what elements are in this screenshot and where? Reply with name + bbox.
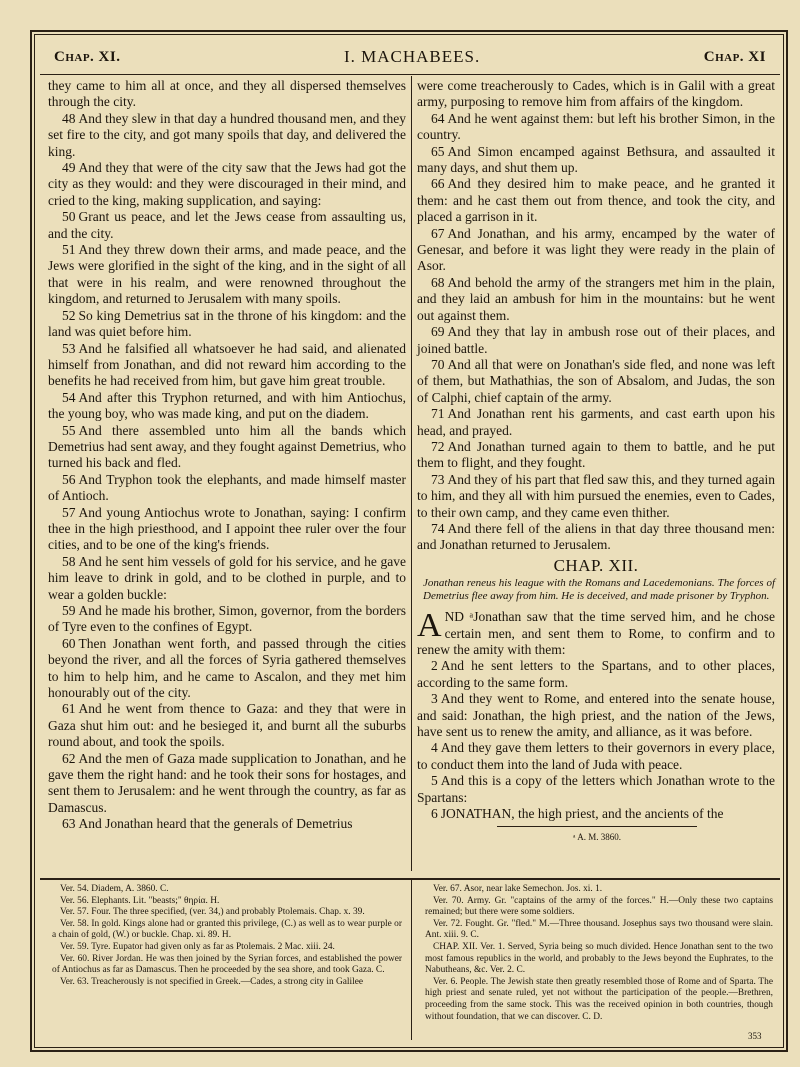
verse-number: 3 <box>431 691 438 707</box>
verse-text: Grant us peace, and let the Jews cease from assaulting us, and the city. <box>48 209 406 241</box>
verse <box>417 144 775 177</box>
verse <box>417 472 775 521</box>
verse-number: 50 <box>62 209 76 225</box>
drop-cap: A <box>417 607 442 645</box>
verse-number: 2 <box>431 658 438 674</box>
verse-number: 63 <box>62 816 76 832</box>
verse-text: And Tryphon took the elephants, and made himself master of Antioch. <box>48 471 406 504</box>
verse-text: JONATHAN, the high priest, and the ancients of the <box>440 806 724 822</box>
verse-1-text: ND ᵃJonathan saw that the time served him, and he chose certain men, and sent them to Rome, to confirm and to renew the amity with them: <box>417 609 775 657</box>
verse <box>417 740 775 773</box>
verse-number: 68 <box>431 274 445 290</box>
verse-text: And they went to Rome, and entered into the senate house, and said: Jonathan, the high priest, and the nation of the Jews, have sent us to renew the amity, and alliance, as it was before. <box>417 691 775 740</box>
verse-text: Then Jonathan went forth, and passed through the cities beyond the river, and all the forces of Syria gathered themselves to him to help him, and he came to Ascalon, and they met him honourably out of the city. <box>48 635 406 701</box>
verse-text: And he made his brother, Simon, governor, from the borders of Tyre even to the confines of Egypt. <box>48 603 406 635</box>
commentary-left <box>52 884 402 988</box>
verse-number: 4 <box>431 740 438 756</box>
verse <box>417 324 775 357</box>
commentary-right <box>425 884 773 1023</box>
verse-number: 66 <box>431 176 445 192</box>
verse-number: 69 <box>431 324 445 340</box>
verse <box>417 806 775 822</box>
chapter-label-right: Chap. XI <box>703 48 766 65</box>
verse <box>417 439 775 472</box>
verse-text: And Jonathan, and his army, encamped by the water of Genesar, and before it was light they were ready in the plain of Asor. <box>417 225 775 274</box>
commentary-note: Ver. 6. People. The Jewish state then greatly resembled those of Rome and of Sparta. The high priest and senate ruled, yet not without the participation of the people.—Brethren, proceeding from the same stock. This was the received opinion in both countries, though without foundation, that we can discover. C. D. <box>425 976 773 1022</box>
verse-number: 65 <box>431 143 445 159</box>
verse <box>48 472 406 505</box>
verse <box>48 160 406 209</box>
verse-number: 72 <box>431 438 445 454</box>
verse-number: 55 <box>62 422 76 438</box>
verse-number: 67 <box>431 225 445 241</box>
verse-number: 6 <box>431 806 438 822</box>
chapter-summary: Jonathan reneus his league with the Romans and Lacedemonians. The forces of Demetrius flee away from him. He is deceived, and made prisoner by Tryphon. <box>423 577 775 603</box>
verse <box>417 658 775 691</box>
verse <box>417 357 775 406</box>
commentary-note: Ver. 54. Diadem, A. 3860. C. <box>60 884 169 894</box>
footnote-date: ᵃ A. M. 3860. <box>497 826 697 845</box>
verse-number: 61 <box>62 701 76 717</box>
commentary-note: Ver. 57. Four. The three specified, (ver. 34,) and probably Ptolemais. Chap. x. 39. <box>60 907 365 918</box>
verse <box>48 636 406 702</box>
verse-number: 74 <box>431 520 445 536</box>
verse-text: And young Antiochus wrote to Jonathan, saying: I confirm thee in the high priesthood, and I appoint thee ruler over the four cities, and to be one of the king's friends. <box>48 504 406 553</box>
verse-number: 73 <box>431 471 445 487</box>
commentary-note: Ver. 59. Tyre. Eupator had given only as far as Ptolemais. 2 Mac. xiii. 24. <box>60 941 335 952</box>
commentary-note: Ver. 72. Fought. Gr. "fled." M.—Three thousand. Josephus says two thousand were slain. Ant. xiii. 9. C. <box>425 918 773 941</box>
verse <box>48 242 406 308</box>
verse <box>48 209 406 242</box>
verse <box>417 226 775 275</box>
chapter-label-left: Chap. XI. <box>54 48 121 65</box>
verse <box>48 423 406 472</box>
verse <box>417 406 775 439</box>
page-number: 353 <box>748 1031 762 1041</box>
verse-number: 71 <box>431 406 445 422</box>
verse-number: 54 <box>62 389 76 405</box>
verse <box>48 505 406 554</box>
verse-number: 5 <box>431 773 438 789</box>
left-column <box>48 78 406 833</box>
verse-number: 58 <box>62 553 76 569</box>
verse-text: And he sent letters to the Spartans, and to other places, according to the same form. <box>417 658 775 690</box>
commentary-note: Ver. 56. Elephants. Lit. "beasts;" θηρία. H. <box>60 895 220 906</box>
verse-text: So king Demetrius sat in the throne of his kingdom: and the land was quiet before him. <box>48 307 406 340</box>
verse-number: 52 <box>62 307 76 323</box>
verse <box>48 816 406 832</box>
verse-1 <box>417 609 775 658</box>
verse-text: And behold the army of the strangers met him in the plain, and they laid an ambush for him in the mountains: but he went out against them. <box>417 274 775 323</box>
verse-continuation: they came to him all at once, and they all dispersed themselves through the city. <box>48 78 406 110</box>
verse-number: 70 <box>431 356 445 372</box>
verse <box>48 341 406 390</box>
commentary-note: CHAP. XII. Ver. 1. Served, Syria being so much divided. Hence Jonathan sent to the two most famous republics in the world, and probably to the Jews beyond the Euphrates, to the Nabutheans, &c. Ver. 2. C. <box>425 941 773 976</box>
verse-text: And they that were of the city saw that the Jews had got the city as they would: and they were discouraged in their mind, and cried to the king, making supplication, and saying: <box>48 160 406 208</box>
verse-number: 51 <box>62 242 76 258</box>
commentary-note: Ver. 60. River Jordan. He was then joined by the Syrian forces, and established the power of Antiochus as far as Damascus. Then he proceeded by the sea shore, and took Gaza. C. <box>52 953 402 976</box>
chapter-heading: CHAP. XII. <box>553 555 639 575</box>
verse-text: And this is a copy of the letters which Jonathan wrote to the Spartans: <box>417 773 775 805</box>
verse-number: 56 <box>62 471 76 487</box>
verse-text: And they gave them letters to their governors in every place, to conduct them into the land of Juda with peace. <box>417 740 775 772</box>
running-header <box>40 40 780 75</box>
verse <box>48 751 406 817</box>
verse-text: And Jonathan rent his garments, and cast earth upon his head, and prayed. <box>417 406 775 438</box>
book-title: I. MACHABEES. <box>343 47 481 66</box>
verse <box>417 773 775 806</box>
left-verse-list <box>48 111 406 833</box>
chapter-xii-verse-list <box>417 658 775 822</box>
verse-text: And they desired him to make peace, and he granted it them: and he cast them out from thence, and took the city, and placed a garrison in it. <box>417 176 775 225</box>
verse-text: And Jonathan heard that the generals of Demetrius <box>78 816 353 832</box>
verse-text: And Simon encamped against Bethsura, and assaulted it many days, and shut them up. <box>417 143 775 176</box>
verse-number: 62 <box>62 750 76 766</box>
verse-number: 59 <box>62 603 76 618</box>
verse-number: 49 <box>62 160 76 176</box>
verse-number: 60 <box>62 635 76 651</box>
right-column <box>417 78 775 846</box>
verse <box>48 701 406 750</box>
commentary-note: Ver. 70. Army. Gr. "captains of the army of the forces." H.—Only these two captains remained; but there were some soldiers. <box>425 895 773 918</box>
commentary-note: Ver. 58. In gold. Kings alone had or granted this privilege, (C.) as well as to wear purple or a chain of gold, (W.) or buckle. Chap. xi. 89. H. <box>52 918 402 941</box>
right-verse-list <box>417 111 775 554</box>
verse-text: And he went against them: but left his brother Simon, in the country. <box>417 110 775 143</box>
verse-text: And they that lay in ambush rose out of their places, and joined battle. <box>417 324 775 356</box>
verse-text: And all that were on Jonathan's side fled, and none was left of them, but Mathathias, the son of Absalom, and Judas, the son of Calphi, chief captain of the army. <box>417 356 775 405</box>
verse-text: And there assembled unto him all the bands which Demetrius had sent away, and they fought against Demetrius, who turned his back and fled. <box>48 422 406 471</box>
verse-text: And they of his part that fled saw this, and they turned again to him, and they all with him pursued the enemies, even to Cades, to their own camp, and they came even thither. <box>417 471 775 520</box>
verse <box>48 554 406 603</box>
verse <box>417 521 775 554</box>
verse <box>48 308 406 341</box>
verse <box>417 691 775 740</box>
verse-text: And Jonathan turned again to them to battle, and he put them to flight, and they fought. <box>417 438 775 471</box>
verse-text: And they threw down their arms, and made peace, and the Jews were glorified in the sight of the king, and in the sight of all that were in his realm, and were renowned throughout the kingdom, and returned to Jerusalem with many spoils. <box>48 242 406 307</box>
verse-text: And he went from thence to Gaza: and they that were in Gaza shut him out: and he besieged it, and burnt all the suburbs round about, and took the spoils. <box>48 701 406 750</box>
verse <box>417 111 775 144</box>
verse-number: 53 <box>62 340 76 356</box>
notes-rule <box>40 878 780 880</box>
verse <box>417 275 775 324</box>
column-divider <box>411 76 412 871</box>
verse-text: And there fell of the aliens in that day three thousand men: and Jonathan returned to Jerusalem. <box>417 520 775 553</box>
verse-number: 64 <box>431 110 445 126</box>
verse-text: And the men of Gaza made supplication to Jonathan, and he gave them the right hand: and he took their sons for hostages, and sent them to Jerusalem: and he went through the country, as far as Damascus. <box>48 750 406 815</box>
notes-divider <box>411 880 412 1040</box>
verse <box>48 390 406 423</box>
verse-number: 57 <box>62 504 76 520</box>
commentary-note: Ver. 63. Treacherously is not specified in Greek.—Cades, a strong city in Galilee <box>60 976 364 987</box>
verse-text: And they slew in that day a hundred thousand men, and they set fire to the city, and got many spoils that day, and delivered the king. <box>48 110 406 159</box>
verse <box>417 176 775 225</box>
verse-number: 48 <box>62 110 76 126</box>
verse <box>48 603 406 636</box>
verse-text: And after this Tryphon returned, and with him Antiochus, the young boy, who was made king, and put on the diadem. <box>48 389 406 422</box>
verse-text: And he falsified all whatsoever he had said, and alienated himself from Jonathan, and did not reward him according to the benefits he had received from him, but gave him great trouble. <box>48 340 406 389</box>
verse-text: And he sent him vessels of gold for his service, and he gave him leave to drink in gold, and to be clothed in purple, and to wear a golden buckle: <box>48 553 406 602</box>
commentary-note: Ver. 67. Asor, near lake Semechon. Jos. xi. 1. <box>433 884 603 894</box>
verse <box>48 111 406 160</box>
verse-continuation-right: were come treacherously to Cades, which is in Galil with a great army, purposing to remove him from affairs of the kingdom. <box>417 78 775 110</box>
